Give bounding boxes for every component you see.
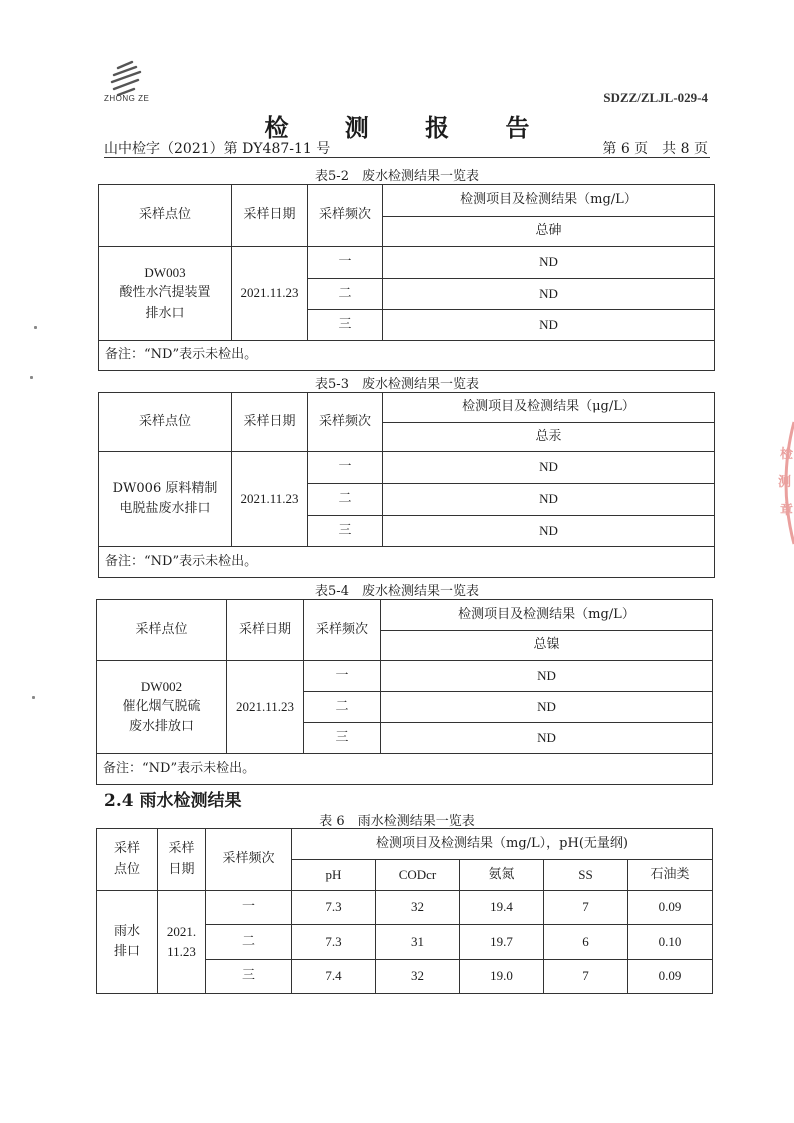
header-param-ammonia: 氨氮: [460, 860, 544, 891]
header-line: 采样: [168, 841, 195, 857]
frequency-cell: 二: [206, 925, 292, 960]
scan-speck: [32, 696, 35, 699]
frequency-cell: 一: [304, 661, 381, 692]
value-ss: 6: [544, 925, 628, 960]
table-5-3: [98, 392, 715, 578]
header-sampling-date: 采样日期: [232, 185, 308, 247]
sampling-point-cell: [97, 661, 227, 754]
frequency-cell: 三: [308, 516, 383, 547]
header-divider: [104, 157, 710, 158]
frequency-cell: 二: [308, 484, 383, 516]
date-line: 11.23: [167, 944, 196, 959]
sampling-date: 2021.11.23: [227, 661, 304, 754]
header-sampling-point: [97, 829, 158, 891]
value-petroleum: 0.09: [628, 891, 713, 925]
header-sampling-date: [158, 829, 206, 891]
header-sampling-frequency: 采样频次: [308, 185, 383, 247]
svg-text:检: 检: [780, 447, 794, 462]
result-cell: ND: [383, 484, 715, 516]
table-5-4: [96, 599, 713, 785]
frequency-cell: 一: [308, 247, 383, 279]
value-ph: 7.3: [292, 925, 376, 960]
scan-speck: [34, 326, 37, 329]
header-sampling-point: 采样点位: [99, 185, 232, 247]
table-note: 备注：“ND”表示未检出。: [99, 547, 715, 578]
site-name-line2: 废水排放口: [128, 719, 194, 735]
frequency-cell: 三: [304, 723, 381, 754]
header-sampling-frequency: 采样频次: [206, 829, 292, 891]
logo-text: ZHONG ZE: [104, 94, 150, 103]
value-codcr: 31: [376, 925, 460, 960]
value-ammonia: 19.4: [460, 891, 544, 925]
header-sampling-frequency: 采样频次: [304, 600, 381, 661]
site-name-line2: 排水口: [145, 305, 185, 321]
header-test-items: 检测项目及检测结果（mg/L）: [381, 600, 713, 631]
header-sampling-point: 采样点位: [97, 600, 227, 661]
site-name: 催化烟气脱硫: [122, 698, 201, 714]
value-ss: 7: [544, 960, 628, 994]
sampling-point-cell: [97, 891, 158, 994]
result-cell: ND: [383, 310, 715, 341]
sampling-date: 2021.11.23: [232, 452, 308, 547]
value-petroleum: 0.10: [628, 925, 713, 960]
header-test-items: 检测项目及检测结果（μg/L）: [383, 393, 715, 423]
page-number: 第 6 页 共 8 页: [602, 141, 708, 157]
header-line: 日期: [168, 861, 195, 877]
header-sampling-point: 采样点位: [99, 393, 232, 452]
sampling-date: 2021.11.23: [232, 247, 308, 341]
header-param-ss: SS: [544, 860, 628, 891]
document-code: SDZZ/ZLJL-029-4: [603, 90, 708, 105]
result-cell: ND: [383, 247, 715, 279]
header-param-petroleum: 石油类: [628, 860, 713, 891]
result-cell: ND: [381, 661, 713, 692]
frequency-cell: 二: [304, 692, 381, 723]
value-ammonia: 19.0: [460, 960, 544, 994]
site-name: 酸性水汽提装置: [119, 285, 211, 301]
header-line: 点位: [113, 861, 140, 877]
header-line: 采样: [113, 841, 140, 857]
header-parameter: 总镍: [381, 631, 713, 661]
value-ammonia: 19.7: [460, 925, 544, 960]
table-note: 备注：“ND”表示未检出。: [99, 341, 715, 371]
sampling-point-cell: [99, 452, 232, 547]
value-petroleum: 0.09: [628, 960, 713, 994]
table-5-2: [98, 184, 715, 371]
page-title: 检 测 报 告: [264, 113, 554, 142]
table-5-4-caption: 表5-4 废水检测结果一览表: [315, 584, 479, 599]
table-6: [96, 828, 713, 994]
header-sampling-date: 采样日期: [232, 393, 308, 452]
frequency-cell: 三: [308, 310, 383, 341]
table-5-3-caption: 表5-3 废水检测结果一览表: [315, 377, 479, 392]
header-param-ph: pH: [292, 860, 376, 891]
site-name: DW006 原料精制: [112, 480, 218, 496]
result-cell: ND: [383, 279, 715, 310]
value-ph: 7.3: [292, 891, 376, 925]
svg-text:章: 章: [780, 503, 794, 518]
header-sampling-frequency: 采样频次: [308, 393, 383, 452]
site-line: 排口: [113, 944, 140, 959]
svg-text:测: 测: [778, 475, 792, 490]
header-test-items: 检测项目及检测结果（mg/L），pH(无量纲): [292, 829, 713, 860]
sampling-point-cell: [99, 247, 232, 341]
scan-speck: [30, 376, 33, 379]
result-cell: ND: [381, 723, 713, 754]
table-5-2-caption: 表5-2 废水检测结果一览表: [315, 169, 479, 184]
header-parameter: 总汞: [383, 423, 715, 452]
section-heading: 2.4 雨水检测结果: [104, 791, 242, 811]
frequency-cell: 一: [308, 452, 383, 484]
site-name-line2: 电脱盐废水排口: [119, 501, 211, 516]
value-codcr: 32: [376, 960, 460, 994]
value-ss: 7: [544, 891, 628, 925]
header-param-codcr: CODcr: [376, 860, 460, 891]
frequency-cell: 二: [308, 279, 383, 310]
header-parameter: 总砷: [383, 217, 715, 247]
sampling-date: [158, 891, 206, 994]
official-seal-stamp: [774, 418, 794, 548]
header-sampling-date: 采样日期: [227, 600, 304, 661]
site-code: DW003: [144, 265, 186, 281]
site-code: DW002: [140, 678, 183, 694]
value-ph: 7.4: [292, 960, 376, 994]
frequency-cell: 三: [206, 960, 292, 994]
table-6-caption: 表 6 雨水检测结果一览表: [319, 814, 475, 829]
report-number: 山中检字（2021）第 DY487-11 号: [104, 141, 331, 157]
value-codcr: 32: [376, 891, 460, 925]
result-cell: ND: [381, 692, 713, 723]
seal-icon: [774, 418, 794, 548]
date-line: 2021.: [166, 923, 197, 939]
result-cell: ND: [383, 516, 715, 547]
frequency-cell: 一: [206, 891, 292, 925]
header-test-items: 检测项目及检测结果（mg/L）: [383, 185, 715, 217]
result-cell: ND: [383, 452, 715, 484]
table-note: 备注：“ND”表示未检出。: [97, 754, 713, 785]
site-line: 雨水: [113, 923, 140, 939]
